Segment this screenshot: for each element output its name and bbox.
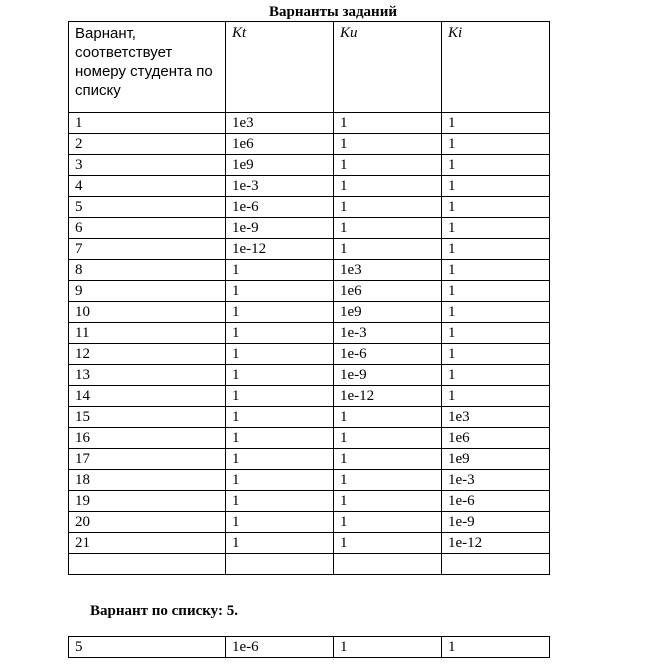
table-row — [69, 344, 550, 365]
table-header-row — [69, 22, 550, 113]
cell-ku: 1 — [334, 176, 442, 197]
cell-variant: 11 — [69, 323, 226, 344]
cell-ki: 1e-9 — [442, 512, 550, 533]
cell-kt: 1 — [226, 512, 334, 533]
cell-variant: 3 — [69, 155, 226, 176]
cell-kt: 1 — [226, 491, 334, 512]
cell-ku: 1e-12 — [334, 386, 442, 407]
table-row — [69, 176, 550, 197]
cell-variant: 15 — [69, 407, 226, 428]
cell-ki: 1 — [442, 344, 550, 365]
cell-variant: 12 — [69, 344, 226, 365]
cell-ki — [442, 554, 550, 575]
cell-ki: 1e6 — [442, 428, 550, 449]
cell-ku: 1 — [334, 218, 442, 239]
table-row — [69, 407, 550, 428]
header-variant: Варнант, соответствует номеру студента по списку — [69, 22, 226, 113]
cell-ku: 1e9 — [334, 302, 442, 323]
cell-variant: 14 — [69, 386, 226, 407]
cell-ku: 1e6 — [334, 281, 442, 302]
cell-ku: 1 — [334, 512, 442, 533]
cell-kt: 1 — [226, 386, 334, 407]
cell-ki: 1 — [442, 260, 550, 281]
cell-ku: 1 — [334, 407, 442, 428]
cell-variant: 21 — [69, 533, 226, 554]
cell-variant: 18 — [69, 470, 226, 491]
cell-kt: 1 — [226, 281, 334, 302]
table-row — [69, 386, 550, 407]
selected-row — [69, 637, 550, 658]
cell-ki: 1 — [442, 323, 550, 344]
cell-ku: 1 — [334, 239, 442, 260]
cell-ki: 1 — [442, 365, 550, 386]
table-row — [69, 197, 550, 218]
cell-kt: 1e9 — [226, 155, 334, 176]
table-row — [69, 449, 550, 470]
cell-ku: 1 — [334, 428, 442, 449]
cell-ku: 1 — [334, 197, 442, 218]
cell-ku: 1e-3 — [334, 323, 442, 344]
cell-kt: 1 — [226, 428, 334, 449]
cell-ki: 1e-6 — [442, 491, 550, 512]
cell-variant: 17 — [69, 449, 226, 470]
cell-kt — [226, 554, 334, 575]
cell-kt: 1e3 — [226, 113, 334, 134]
cell-ku: 1 — [334, 491, 442, 512]
cell-variant: 5 — [69, 197, 226, 218]
table-row — [69, 365, 550, 386]
cell-ku: 1 — [334, 533, 442, 554]
cell-ki: 1 — [442, 386, 550, 407]
table-row — [69, 302, 550, 323]
cell-ku: 1 — [334, 449, 442, 470]
cell-ki: 1 — [442, 281, 550, 302]
selected-cell-ku: 1 — [334, 637, 442, 658]
cell-variant: 4 — [69, 176, 226, 197]
table-row — [69, 323, 550, 344]
cell-kt: 1e-3 — [226, 176, 334, 197]
table-row — [69, 218, 550, 239]
cell-ki: 1 — [442, 218, 550, 239]
selected-variant-caption: Варнант по списку: 5. — [90, 603, 238, 619]
table-row — [69, 134, 550, 155]
cell-kt: 1 — [226, 323, 334, 344]
table-row — [69, 512, 550, 533]
cell-ku: 1e-9 — [334, 365, 442, 386]
cell-variant: 7 — [69, 239, 226, 260]
table-row — [69, 470, 550, 491]
cell-ki: 1 — [442, 197, 550, 218]
cell-ki: 1e-12 — [442, 533, 550, 554]
header-kt: Kt — [226, 22, 334, 113]
header-ki: Ki — [442, 22, 550, 113]
cell-ku: 1 — [334, 155, 442, 176]
cell-variant: 16 — [69, 428, 226, 449]
cell-kt: 1e-9 — [226, 218, 334, 239]
cell-ki: 1e3 — [442, 407, 550, 428]
variants-table — [68, 21, 550, 575]
selected-variant-table — [68, 636, 550, 658]
cell-kt: 1 — [226, 344, 334, 365]
table-row — [69, 554, 550, 575]
table-row — [69, 533, 550, 554]
table-row — [69, 239, 550, 260]
cell-variant: 1 — [69, 113, 226, 134]
cell-ki: 1 — [442, 176, 550, 197]
cell-ki: 1e-3 — [442, 470, 550, 491]
cell-variant: 2 — [69, 134, 226, 155]
page-title: Варнанты заданий — [268, 4, 397, 20]
cell-ku: 1 — [334, 470, 442, 491]
table-row — [69, 428, 550, 449]
cell-kt: 1 — [226, 260, 334, 281]
cell-kt: 1 — [226, 470, 334, 491]
selected-cell-kt: 1e-6 — [226, 637, 334, 658]
cell-variant: 13 — [69, 365, 226, 386]
cell-kt: 1 — [226, 533, 334, 554]
cell-variant: 10 — [69, 302, 226, 323]
selected-cell-ki: 1 — [442, 637, 550, 658]
cell-ki: 1 — [442, 239, 550, 260]
cell-ki: 1 — [442, 113, 550, 134]
cell-ku: 1 — [334, 134, 442, 155]
cell-ki: 1 — [442, 302, 550, 323]
cell-ku: 1e3 — [334, 260, 442, 281]
table-row — [69, 491, 550, 512]
table-row — [69, 260, 550, 281]
cell-kt: 1e6 — [226, 134, 334, 155]
cell-variant — [69, 554, 226, 575]
cell-kt: 1 — [226, 302, 334, 323]
cell-kt: 1e-12 — [226, 239, 334, 260]
cell-ki: 1e9 — [442, 449, 550, 470]
selected-cell-variant: 5 — [69, 637, 226, 658]
cell-ku: 1 — [334, 113, 442, 134]
cell-kt: 1e-6 — [226, 197, 334, 218]
cell-ki: 1 — [442, 134, 550, 155]
table-row — [69, 281, 550, 302]
table-row — [69, 113, 550, 134]
cell-kt: 1 — [226, 407, 334, 428]
cell-variant: 20 — [69, 512, 226, 533]
header-ku: Ku — [334, 22, 442, 113]
cell-variant: 8 — [69, 260, 226, 281]
cell-ku: 1e-6 — [334, 344, 442, 365]
cell-ku — [334, 554, 442, 575]
cell-ki: 1 — [442, 155, 550, 176]
cell-variant: 6 — [69, 218, 226, 239]
cell-kt: 1 — [226, 449, 334, 470]
cell-kt: 1 — [226, 365, 334, 386]
cell-variant: 19 — [69, 491, 226, 512]
table-row — [69, 155, 550, 176]
cell-variant: 9 — [69, 281, 226, 302]
